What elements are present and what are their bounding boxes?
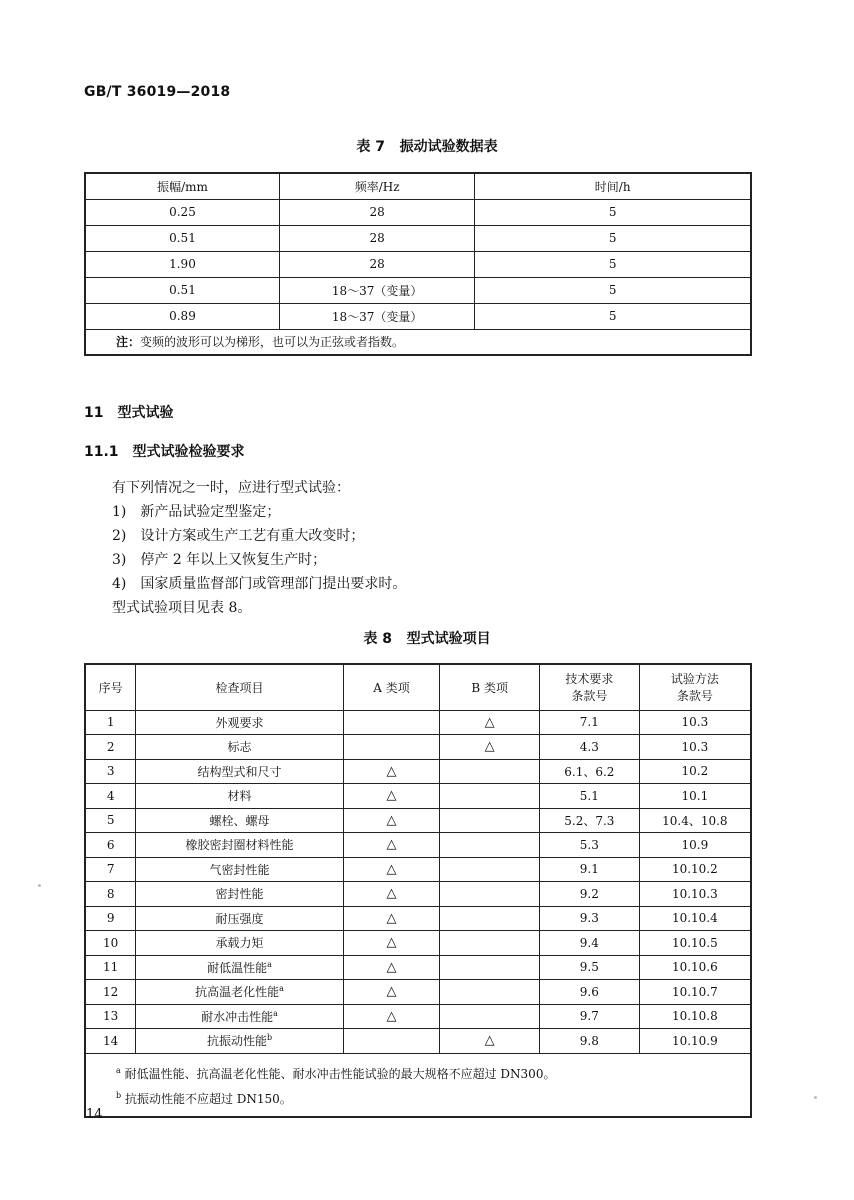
- vibration-test-table: [84, 172, 752, 356]
- row-number-cell: 1: [85, 710, 136, 735]
- row-number-cell: 5: [85, 808, 136, 833]
- class-a-cell: [343, 735, 440, 760]
- frequency-cell: 28: [279, 225, 474, 251]
- column-header: 序号: [85, 664, 136, 710]
- row-number-cell: 8: [85, 882, 136, 907]
- check-item-cell: [136, 833, 343, 858]
- class-a-cell: △: [343, 882, 440, 907]
- class-b-cell: △: [440, 1029, 540, 1054]
- list-item-text: 设计方案或生产工艺有重大改变时；: [140, 528, 365, 544]
- check-item-cell: [136, 955, 343, 980]
- class-b-cell: [440, 906, 540, 931]
- table7-caption: 表 7 振动试验数据表: [356, 139, 498, 155]
- table-row: [85, 808, 751, 833]
- check-item-label: 螺栓、螺母: [209, 813, 270, 828]
- section-title: 型式试验: [117, 405, 174, 421]
- class-b-cell: [440, 759, 540, 784]
- header-line: 条款号: [571, 689, 608, 704]
- row-number-cell: 12: [85, 980, 136, 1005]
- table-row: [85, 199, 751, 225]
- class-b-cell: △: [440, 710, 540, 735]
- tech-req-clause-cell: 9.8: [539, 1029, 639, 1054]
- table-row: [85, 759, 751, 784]
- row-number-cell: 14: [85, 1029, 136, 1054]
- section-number: 11.1: [84, 444, 119, 460]
- table-row: [85, 882, 751, 907]
- row-number-cell: 10: [85, 931, 136, 956]
- tech-req-clause-cell: 5.1: [539, 784, 639, 809]
- test-method-clause-cell: 10.10.2: [639, 857, 751, 882]
- column-header: 频率/Hz: [279, 173, 474, 199]
- list-item: [112, 549, 326, 569]
- class-b-cell: [440, 857, 540, 882]
- column-header: 时间/h: [475, 173, 751, 199]
- class-a-cell: △: [343, 955, 440, 980]
- note-text: 变频的波形可以为梯形，也可以为正弦或者指数。: [140, 335, 405, 350]
- section-11-1-heading: [84, 441, 245, 461]
- check-item-label: 耐压强度: [215, 911, 264, 926]
- time-cell: 5: [475, 277, 751, 303]
- test-method-clause-cell: 10.9: [639, 833, 751, 858]
- table-note: [85, 329, 751, 355]
- table-row: [85, 955, 751, 980]
- column-header: 检查项目: [136, 664, 343, 710]
- table-row: [85, 1004, 751, 1029]
- list-item: [112, 501, 280, 521]
- check-item-cell: [136, 735, 343, 760]
- test-method-clause-cell: 10.4、10.8: [639, 808, 751, 833]
- standard-code: GB/T 36019—2018: [84, 84, 231, 100]
- section-title: 型式试验检验要求: [132, 444, 245, 460]
- row-number-cell: 4: [85, 784, 136, 809]
- amplitude-cell: 0.51: [85, 277, 279, 303]
- class-b-cell: [440, 808, 540, 833]
- column-header: [539, 664, 639, 710]
- table-row: [85, 833, 751, 858]
- class-a-cell: △: [343, 833, 440, 858]
- class-b-cell: [440, 980, 540, 1005]
- footnote-mark: b: [116, 1090, 122, 1100]
- row-number-cell: 6: [85, 833, 136, 858]
- table-row: [85, 735, 751, 760]
- test-method-clause-cell: 10.10.6: [639, 955, 751, 980]
- table-row: [85, 251, 751, 277]
- table-row: [85, 277, 751, 303]
- test-method-clause-cell: 10.10.5: [639, 931, 751, 956]
- test-method-clause-cell: 10.1: [639, 784, 751, 809]
- row-number-cell: 2: [85, 735, 136, 760]
- table-row: [85, 225, 751, 251]
- list-item-number: 2): [112, 528, 127, 544]
- footnote-ref: a: [279, 984, 284, 994]
- check-item-label: 结构型式和尺寸: [197, 764, 282, 779]
- class-a-cell: △: [343, 808, 440, 833]
- class-b-cell: [440, 931, 540, 956]
- tech-req-clause-cell: 7.1: [539, 710, 639, 735]
- check-item-label: 密封性能: [215, 887, 264, 902]
- footnote-mark: a: [116, 1065, 121, 1075]
- check-item-cell: [136, 808, 343, 833]
- table-row: [85, 1029, 751, 1054]
- list-item-text: 停产 2 年以上又恢复生产时；: [140, 552, 327, 568]
- scan-speck: [38, 884, 41, 887]
- test-method-clause-cell: 10.3: [639, 710, 751, 735]
- class-a-cell: △: [343, 931, 440, 956]
- check-item-cell: [136, 784, 343, 809]
- list-item-number: 1): [112, 504, 127, 520]
- section-number: 11: [84, 405, 104, 421]
- table-footnotes: [85, 1053, 751, 1117]
- check-item-label: 橡胶密封圈材料性能: [185, 838, 294, 853]
- intro-paragraph: 有下列情况之一时，应进行型式试验：: [112, 480, 350, 496]
- class-a-cell: △: [343, 784, 440, 809]
- tech-req-clause-cell: 9.4: [539, 931, 639, 956]
- test-method-clause-cell: 10.10.4: [639, 906, 751, 931]
- footnote-text: 耐低温性能、抗高温老化性能、耐水冲击性能试验的最大规格不应超过 DN300。: [124, 1066, 556, 1081]
- table8-caption: 表 8 型式试验项目: [363, 631, 491, 647]
- check-item-cell: [136, 857, 343, 882]
- time-cell: 5: [475, 199, 751, 225]
- class-b-cell: [440, 784, 540, 809]
- check-item-cell: [136, 931, 343, 956]
- time-cell: 5: [475, 251, 751, 277]
- row-number-cell: 9: [85, 906, 136, 931]
- tech-req-clause-cell: 9.6: [539, 980, 639, 1005]
- row-number-cell: 7: [85, 857, 136, 882]
- table-row: [85, 857, 751, 882]
- list-item: [112, 525, 364, 545]
- column-header: B 类项: [440, 664, 540, 710]
- scan-speck: [814, 1096, 817, 1099]
- column-header: [639, 664, 751, 710]
- footnote-text: 抗振动性能不应超过 DN150。: [124, 1091, 292, 1106]
- check-item-label: 抗高温老化性能: [195, 985, 280, 1000]
- tech-req-clause-cell: 5.3: [539, 833, 639, 858]
- type-test-items-table: [84, 663, 752, 1118]
- tech-req-clause-cell: 9.7: [539, 1004, 639, 1029]
- row-number-cell: 11: [85, 955, 136, 980]
- note-label: 注：: [116, 335, 141, 350]
- class-b-cell: [440, 1004, 540, 1029]
- table-row: [85, 303, 751, 329]
- check-item-label: 耐水冲击性能: [201, 1009, 274, 1024]
- row-number-cell: 3: [85, 759, 136, 784]
- header-line: 条款号: [676, 689, 713, 704]
- check-item-label: 材料: [227, 789, 252, 804]
- footnote-ref: a: [273, 1008, 278, 1018]
- table-row: [85, 784, 751, 809]
- list-item-text: 新产品试验定型鉴定；: [140, 504, 281, 520]
- table-row: [85, 906, 751, 931]
- list-item-number: 3): [112, 552, 127, 568]
- test-method-clause-cell: 10.10.9: [639, 1029, 751, 1054]
- table-row: [85, 710, 751, 735]
- check-item-label: 承载力矩: [215, 936, 264, 951]
- check-item-label: 气密封性能: [209, 862, 270, 877]
- check-item-cell: [136, 882, 343, 907]
- table-note-row: [85, 329, 751, 355]
- page-number: 14: [86, 1107, 103, 1122]
- check-item-label: 标志: [227, 740, 252, 755]
- test-method-clause-cell: 10.2: [639, 759, 751, 784]
- class-a-cell: △: [343, 1004, 440, 1029]
- tech-req-clause-cell: 9.3: [539, 906, 639, 931]
- table-header-row: [85, 664, 751, 710]
- column-header: 振幅/mm: [85, 173, 279, 199]
- check-item-cell: [136, 710, 343, 735]
- class-a-cell: △: [343, 857, 440, 882]
- class-b-cell: [440, 955, 540, 980]
- class-b-cell: [440, 882, 540, 907]
- table-body: [85, 710, 751, 1053]
- column-header: A 类项: [343, 664, 440, 710]
- header-line: 试验方法: [670, 672, 719, 687]
- table-row: [85, 931, 751, 956]
- check-item-label: 抗振动性能: [206, 1034, 267, 1049]
- test-method-clause-cell: 10.10.7: [639, 980, 751, 1005]
- list-item-number: 4): [112, 576, 127, 592]
- amplitude-cell: 1.90: [85, 251, 279, 277]
- frequency-cell: 18～37（变量）: [279, 277, 474, 303]
- section-11-heading: [84, 402, 173, 422]
- row-number-cell: 13: [85, 1004, 136, 1029]
- table-footnote-row: [85, 1053, 751, 1117]
- tech-req-clause-cell: 4.3: [539, 735, 639, 760]
- frequency-cell: 28: [279, 251, 474, 277]
- footnote: [116, 1085, 750, 1110]
- class-a-cell: △: [343, 980, 440, 1005]
- check-item-cell: [136, 759, 343, 784]
- time-cell: 5: [475, 303, 751, 329]
- class-b-cell: △: [440, 735, 540, 760]
- test-method-clause-cell: 10.10.8: [639, 1004, 751, 1029]
- footnote-ref: b: [266, 1033, 273, 1043]
- frequency-cell: 28: [279, 199, 474, 225]
- class-a-cell: △: [343, 906, 440, 931]
- class-a-cell: [343, 710, 440, 735]
- list-item: [112, 573, 406, 593]
- check-item-cell: [136, 980, 343, 1005]
- amplitude-cell: 0.89: [85, 303, 279, 329]
- tech-req-clause-cell: 6.1、6.2: [539, 759, 639, 784]
- footnote-ref: a: [267, 959, 272, 969]
- time-cell: 5: [475, 225, 751, 251]
- tech-req-clause-cell: 9.2: [539, 882, 639, 907]
- table-header-row: [85, 173, 751, 199]
- amplitude-cell: 0.25: [85, 199, 279, 225]
- class-a-cell: [343, 1029, 440, 1054]
- frequency-cell: 18～37（变量）: [279, 303, 474, 329]
- check-item-label: 外观要求: [215, 715, 264, 730]
- check-item-cell: [136, 1004, 343, 1029]
- test-method-clause-cell: 10.10.3: [639, 882, 751, 907]
- footnote: [116, 1060, 750, 1085]
- list-item-text: 国家质量监督部门或管理部门提出要求时。: [140, 576, 407, 592]
- tech-req-clause-cell: 5.2、7.3: [539, 808, 639, 833]
- amplitude-cell: 0.51: [85, 225, 279, 251]
- check-item-cell: [136, 906, 343, 931]
- test-method-clause-cell: 10.3: [639, 735, 751, 760]
- check-item-cell: [136, 1029, 343, 1054]
- check-item-label: 耐低温性能: [207, 960, 268, 975]
- tech-req-clause-cell: 9.1: [539, 857, 639, 882]
- table-row: [85, 980, 751, 1005]
- table-reference: 型式试验项目见表 8。: [112, 600, 252, 616]
- class-a-cell: △: [343, 759, 440, 784]
- header-line: 技术要求: [565, 672, 614, 687]
- class-b-cell: [440, 833, 540, 858]
- tech-req-clause-cell: 9.5: [539, 955, 639, 980]
